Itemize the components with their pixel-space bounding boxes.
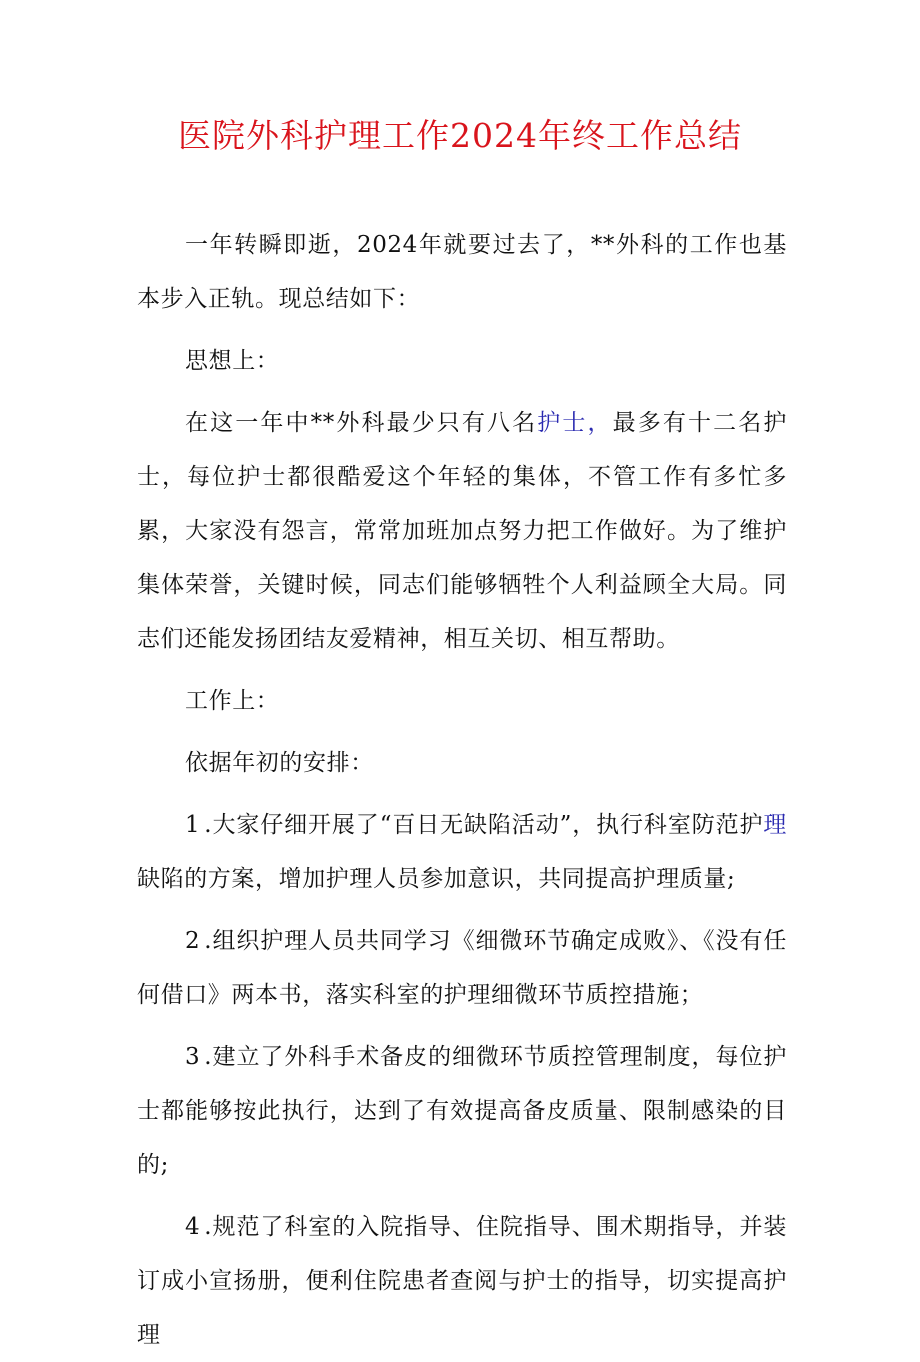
- list-item-1-text-c: 缺陷的方案，增加护理人员参加意识，共同提高护理质量;: [137, 866, 736, 892]
- list-item-1: [137, 798, 787, 906]
- list-item-4-text: .规范了科室的入院指导、住院指导、围术期指导，并装订成小宣扬册，便利住院患者查阅与护士的指导，切实提高护理: [137, 1214, 787, 1348]
- list-item-2: [137, 914, 787, 1022]
- list-item-1-text-a: .大家仔细开展了“百日无缺陷活动”，执行科室防范护: [204, 812, 764, 838]
- paragraph-thought-heading: 思想上：: [185, 348, 280, 374]
- list-item-1-number: 1: [185, 812, 201, 838]
- list-item-4-number: 4: [185, 1214, 201, 1240]
- nurse-link-text: 护士，: [537, 410, 613, 436]
- list-item-3-number: 3: [185, 1044, 201, 1070]
- list-item-4: [137, 1200, 787, 1362]
- paragraph-intro: 一年转瞬即逝，2024年就要过去了，**外科的工作也基本步入正轨。现总结如下：: [137, 232, 787, 312]
- list-item-2-text: .组织护理人员共同学习《细微环节确定成败》、《没有任何借口》两本书，落实科室的护理细微环节质控措施；: [137, 928, 787, 1008]
- document-title: 医院外科护理工作2024年终工作总结: [178, 116, 742, 155]
- paragraph-work-heading: 工作上：: [185, 688, 280, 714]
- paragraph-thought-text-c: 最多有十二名护士，每位护士都很酷爱这个年轻的集体，不管工作有多忙多累，大家没有怨言，常常加班加点努力把工作做好。为了维护集体荣誉，关键时候，同志们能够牺牲个人利益顾全大局。同志们还能发扬团结友爱精神，相互关切、相互帮助。: [137, 410, 787, 652]
- list-item-3: [137, 1030, 787, 1192]
- paragraph-thought-body: [137, 396, 787, 666]
- list-item-3-text: .建立了外科手术备皮的细微环节质控管理制度，每位护士都能够按此执行，达到了有效提高备皮质量、限制感染的目的;: [137, 1044, 787, 1178]
- document-body: [137, 218, 787, 1362]
- list-item-1-accent-text: 理: [763, 812, 787, 838]
- list-item-2-number: 2: [185, 928, 201, 954]
- paragraph-thought-text-a: 在这一年中**外科最少只有八名: [185, 410, 538, 436]
- paragraph-plan-intro: 依据年初的安排：: [185, 750, 374, 776]
